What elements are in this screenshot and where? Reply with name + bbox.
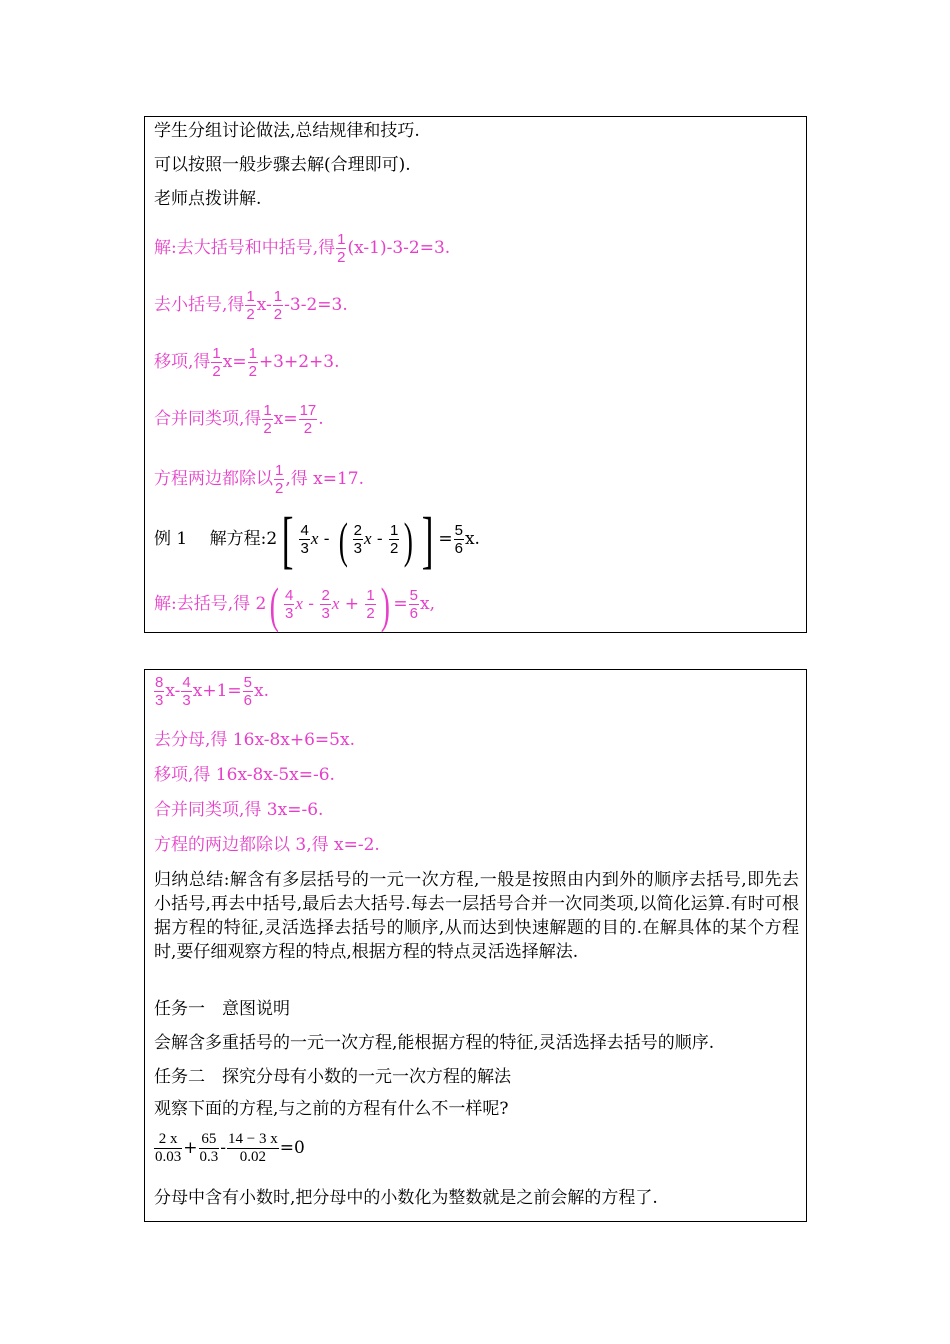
solution-step-1: [154, 231, 450, 266]
solution-step-4: 合并同类项,得 $\frac{1}{2}$ x= $\frac{17}{2}$ .: [154, 402, 324, 437]
fraction: $\frac{1}{2}$: [212, 345, 221, 380]
text-line: 可以按照一般步骤去解(合理即可).: [154, 155, 411, 175]
left-paren: (: [338, 511, 348, 568]
solution-expanded: $\frac{8}{3}$ x- $\frac{4}{3}$ x+1= $\frac{5}{6}$ x.: [155, 674, 269, 709]
right-bracket: ]: [421, 503, 434, 575]
fraction: $\frac{1}{2}$: [275, 462, 284, 497]
fraction: $\frac{14 - 3 x}{0.02}$: [228, 1131, 278, 1165]
closing-text: 分母中含有小数时,把分母中的小数化为整数就是之前会解的方程了.: [154, 1188, 658, 1208]
fraction: $\frac{1}{2}$: [246, 288, 255, 323]
fraction: $\frac{5}{6}$: [243, 674, 252, 709]
fraction: $\frac{4}{3}$: [285, 587, 294, 622]
step-text: 解:去大括号和中括号,得: [154, 238, 336, 258]
fraction: $\frac{5}{6}$: [409, 587, 419, 622]
fraction: $\frac{1}{2}$: [366, 587, 375, 622]
left-bracket: [: [281, 503, 294, 575]
summary-paragraph: 归纳总结:解含有多层括号的一元一次方程,一般是按照由内到外的顺序去括号,即先去小括号,再去中括号,最后去大括号.每去一层括号合并一次同类项,以简化运算.有时可根据方程的特征,灵活选择去括号的顺序,从而达到快速解题的目的.在解具体的某个方程时,要仔细观察方程的特点,根据方程的特点灵活选择解法.: [154, 870, 799, 962]
task-1-heading: 任务一 意图说明: [154, 999, 290, 1019]
solution-step: 去分母,得 16x-8x+6=5x.: [154, 730, 355, 750]
fraction: $\frac{17}{2}$: [299, 402, 317, 437]
fraction: $\frac{1}{2}$: [390, 522, 399, 557]
fraction: $\frac{2}{3}$: [321, 587, 330, 622]
task-2-heading: 任务二 探究分母有小数的一元一次方程的解法: [154, 1067, 511, 1087]
fraction: $\frac{1}{2}$: [248, 345, 257, 380]
right-paren: ): [404, 511, 414, 568]
fraction: $\frac{4}{3}$: [300, 522, 309, 557]
observe-text: 观察下面的方程,与之前的方程有什么不一样呢?: [154, 1099, 509, 1119]
fraction: $\frac{5}{6}$: [454, 522, 463, 557]
task-1-text: 会解含多重括号的一元一次方程,能根据方程的特征,灵活选择去括号的顺序.: [154, 1033, 715, 1053]
fraction: $\frac{2}{3}$: [353, 522, 362, 557]
decimal-equation: $\frac{2 x}{0.03}$ + $\frac{65}{0.3}$ - $\frac{14 - 3 x}{0.02}$ =0: [155, 1131, 305, 1165]
left-paren: (: [270, 576, 280, 633]
solution-step: 移项,得 16x-8x-5x=-6.: [154, 765, 335, 785]
fraction: $\frac{8}{3}$: [155, 674, 164, 709]
fraction: $\frac{1}{2}$: [273, 288, 283, 323]
fraction: $\frac{1}{2}$: [337, 231, 346, 266]
right-paren: ): [380, 576, 390, 633]
text-line: 学生分组讨论做法,总结规律和技巧.: [154, 121, 420, 141]
content-box-1: [144, 116, 807, 633]
solution-step-2: 去小括号,得 $\frac{1}{2}$ x- $\frac{1}{2}$ -3-2=3.: [154, 288, 348, 323]
fraction: $\frac{65}{0.3}$: [199, 1131, 219, 1165]
content-box-2: [144, 669, 807, 1222]
fraction: $\frac{4}{3}$: [182, 674, 191, 709]
solution-step: 方程的两边都除以 3,得 x=-2.: [154, 835, 380, 855]
solution-step: 合并同类项,得 3x=-6.: [154, 800, 324, 820]
text-line: 老师点拨讲解.: [154, 189, 262, 209]
fraction: $\frac{1}{2}$: [263, 402, 272, 437]
solution-step-5: 方程两边都除以 $\frac{1}{2}$ ,得 x=17.: [154, 462, 365, 497]
fraction: $\frac{2 x}{0.03}$: [155, 1131, 182, 1165]
example-1-solution: 解:去括号,得 2( $\frac{4}{3}$ x - $\frac{2}{3}$ x + $\frac{1}{2}$ ) = $\frac{5}{6}$ x,: [154, 576, 436, 633]
solution-step-3: 移项,得 $\frac{1}{2}$ x= $\frac{1}{2}$ +3+2+3.: [154, 345, 340, 380]
step-text: (x-1)-3-2=3.: [347, 238, 451, 258]
example-1-equation: 例 1 解方程:2[ $\frac{4}{3}$ x - ( $\frac{2}{3}$ x - $\frac{1}{2}$ ) ] = $\frac{5}{6}$ x.: [154, 503, 480, 575]
